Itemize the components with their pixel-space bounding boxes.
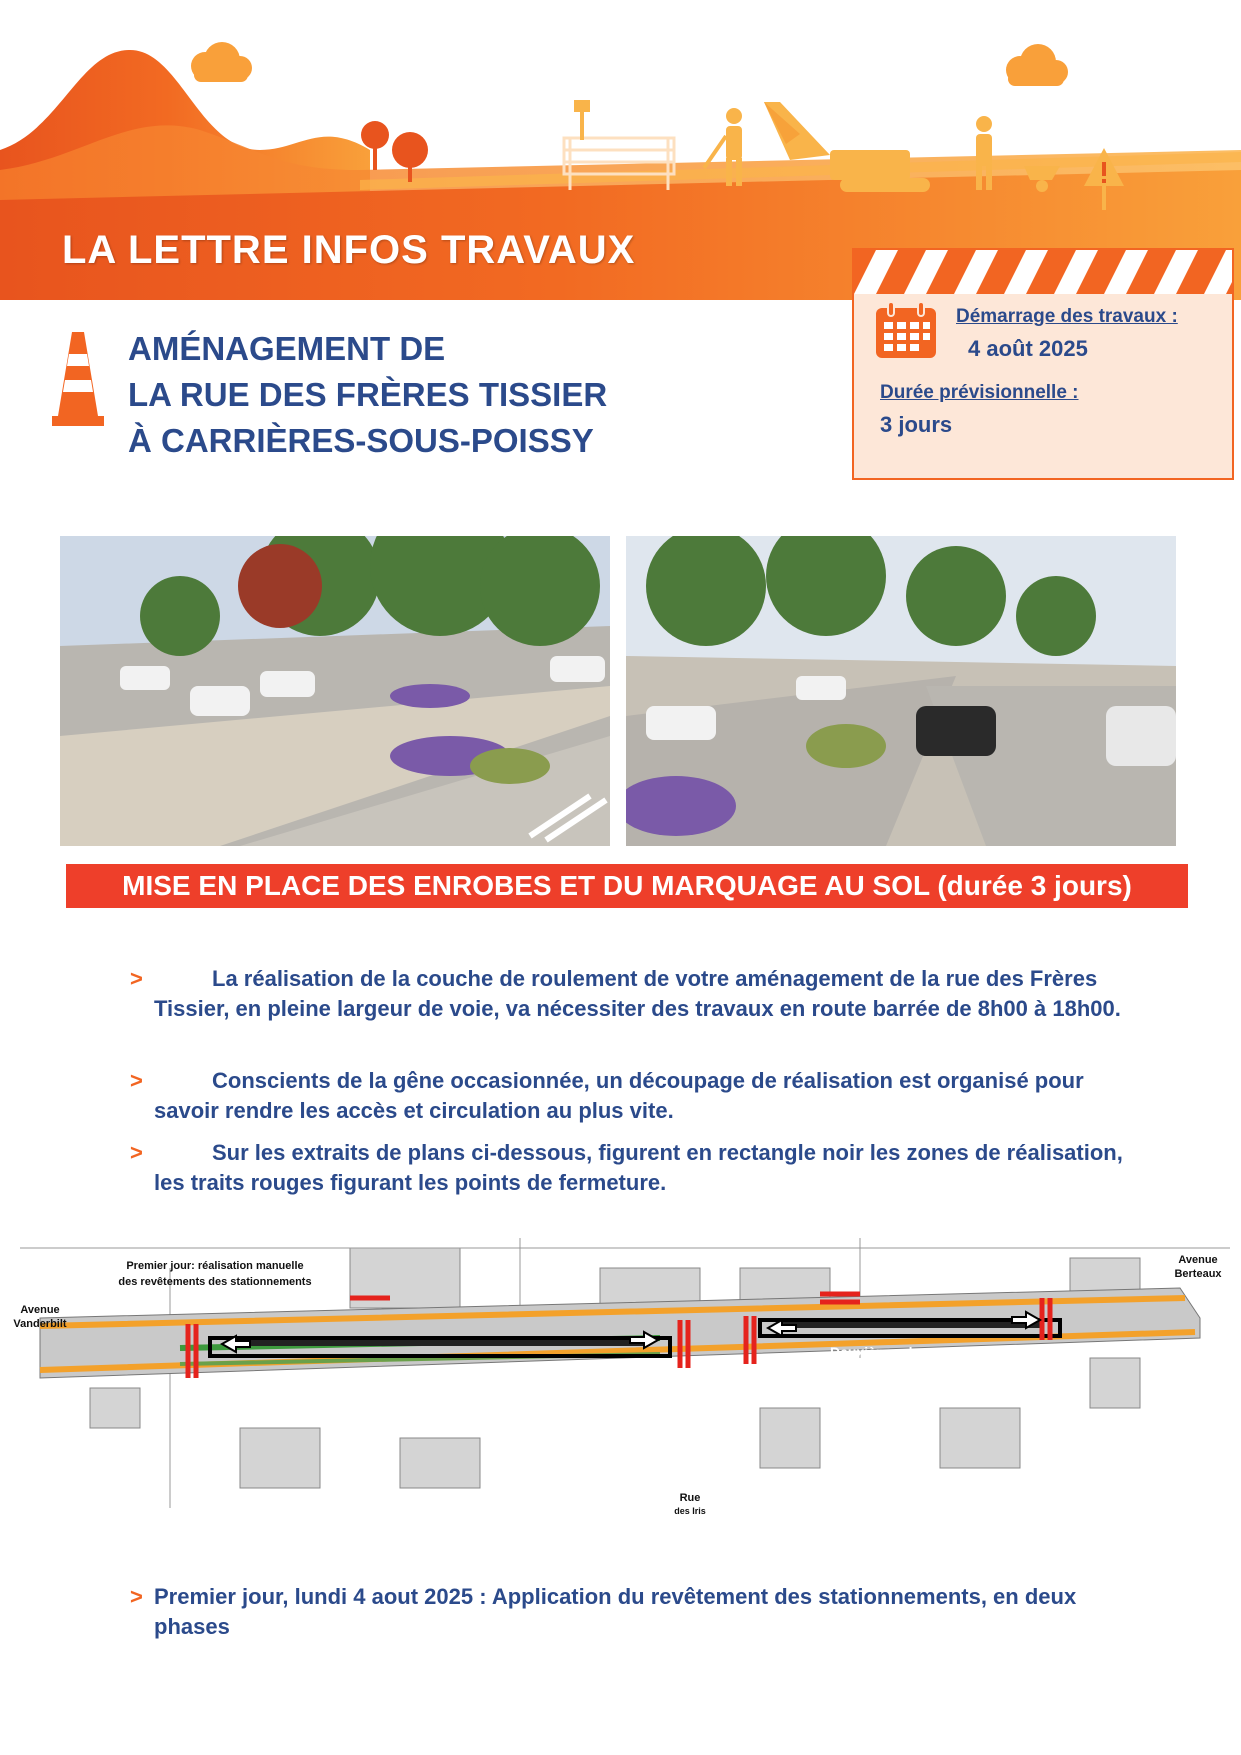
traffic-cone-icon <box>52 332 104 428</box>
bullet-text: La réalisation de la couche de roulement de votre aménagement de la rue des Frères Tissier, en pleine largeur de voie, va nécessiter des travaux en route barrée de 8h00 à 18h00. <box>154 966 1121 1021</box>
bullet-marker: > <box>130 1584 143 1609</box>
start-date-label: Démarrage des travaux : <box>956 306 1178 327</box>
phase-1-label: Première phase <box>370 1372 475 1388</box>
bullet-marker: > <box>130 1068 143 1093</box>
right-street-label-1: Avenue <box>1178 1254 1218 1266</box>
cloud-icon <box>191 42 252 82</box>
section-title: MISE EN PLACE DES ENROBES ET DU MARQUAGE AU SOL (durée 3 jours) <box>122 870 1132 901</box>
phase-2-label: Deuxième phase <box>830 1344 941 1360</box>
project-title-line-2: LA RUE DES FRÈRES TISSIER <box>128 376 608 413</box>
bullet-marker: > <box>130 1140 143 1165</box>
project-title-line-3: À CARRIÈRES-SOUS-POISSY <box>128 422 594 459</box>
plan-caption-line-1: Premier jour: réalisation manuelle <box>126 1260 304 1272</box>
schedule-bullet <box>130 1582 1140 1642</box>
bottom-street-label-2: des Iris <box>674 1506 706 1516</box>
bullet-text: Sur les extraits de plans ci-dessous, figurent en rectangle noir les zones de réalisation, les traits rouges figurant les points de fermeture. <box>154 1140 1123 1195</box>
street-rendering-1 <box>60 536 610 846</box>
right-street-label-2: Berteaux <box>1174 1268 1222 1280</box>
bullet-marker: > <box>130 966 143 991</box>
newsletter-title: LA LETTRE INFOS TRAVAUX <box>62 228 636 272</box>
start-date-value: 4 août 2025 <box>968 336 1088 361</box>
plan-caption-line-2: des revêtements des stationnements <box>118 1276 312 1288</box>
bullet-text: Conscients de la gêne occasionnée, un découpage de réalisation est organisé pour savoir rendre les accès et circulation au plus vite. <box>154 1068 1084 1123</box>
project-title-line-1: AMÉNAGEMENT DE <box>128 330 446 367</box>
duration-value: 3 jours <box>880 412 953 437</box>
hazard-stripes <box>854 250 1232 294</box>
schedule-info-box <box>852 248 1234 480</box>
duration-label: Durée prévisionnelle : <box>880 382 1079 403</box>
bottom-street-label-1: Rue <box>679 1492 701 1504</box>
street-rendering-2 <box>626 536 1176 846</box>
info-bullet-2 <box>130 1066 1140 1126</box>
calendar-icon <box>874 300 938 360</box>
section-banner <box>66 864 1188 908</box>
street-plan <box>0 1228 1241 1518</box>
info-bullet-1 <box>130 964 1140 1024</box>
left-street-label-2: Vanderbilt <box>13 1318 67 1330</box>
info-bullet-3 <box>130 1138 1140 1198</box>
left-street-label-1: Avenue <box>20 1304 60 1316</box>
bullet-text: Premier jour, lundi 4 aout 2025 : Application du revêtement des stationnements, en deux phases <box>154 1584 1077 1639</box>
